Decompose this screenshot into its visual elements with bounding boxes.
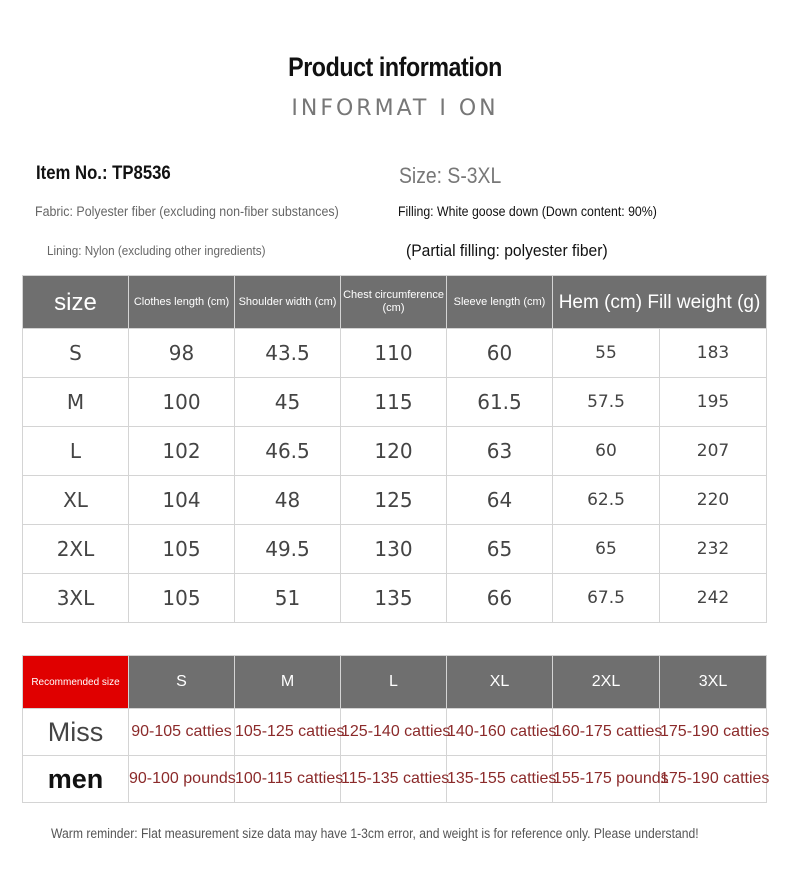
size-chart-table [22,275,767,623]
table-cell: 65 [447,525,553,574]
header-size: size [23,276,129,329]
table-cell: 242 [660,574,767,623]
filling-info: Filling: White goose down (Down content: 90%) [398,203,657,219]
header-sleeve-length: Sleeve length (cm) [447,276,553,329]
table-cell: 207 [660,427,767,476]
table-cell: 61.5 [447,378,553,427]
table-cell: 43.5 [235,329,341,378]
table-cell: 67.5 [553,574,660,623]
table-cell: 64 [447,476,553,525]
header-hem-fill-weight: Hem (cm) Fill weight (g) [553,276,767,329]
table-row [23,476,767,525]
recommended-size-header: M [235,656,341,709]
table-cell: 48 [235,476,341,525]
table-cell: 183 [660,329,767,378]
table-cell: 105 [129,574,235,623]
table-cell: 66 [447,574,553,623]
table-cell: 135 [341,574,447,623]
weight-cell: 175-190 catties [660,756,767,803]
table-cell: 46.5 [235,427,341,476]
table-cell: 60 [447,329,553,378]
weight-cell: 175-190 catties [660,709,767,756]
table-row [23,756,767,803]
size-cell: S [23,329,129,378]
header-shoulder-width: Shoulder width (cm) [235,276,341,329]
category-label: Miss [23,709,129,756]
header-clothes-length: Clothes length (cm) [129,276,235,329]
table-cell: 104 [129,476,235,525]
size-range: Size: S-3XL [399,163,502,188]
warm-reminder: Warm reminder: Flat measurement size data may have 1-3cm error, and weight is for reference only. Please understand! [51,826,699,841]
table-cell: 195 [660,378,767,427]
recommended-size-header: XL [447,656,553,709]
size-chart-header-row [23,276,767,329]
weight-cell: 160-175 catties [553,709,660,756]
header-chest-circumference: Chest circumference (cm) [341,276,447,329]
table-cell: 49.5 [235,525,341,574]
table-cell: 115 [341,378,447,427]
table-cell: 125 [341,476,447,525]
table-cell: 62.5 [553,476,660,525]
category-label: men [23,756,129,803]
weight-cell: 90-105 catties [129,709,235,756]
table-cell: 55 [553,329,660,378]
table-cell: 232 [660,525,767,574]
weight-cell: 155-175 pounds [553,756,660,803]
table-cell: 220 [660,476,767,525]
table-row [23,574,767,623]
table-cell: 65 [553,525,660,574]
size-cell: XL [23,476,129,525]
table-row [23,427,767,476]
recommended-size-header: S [129,656,235,709]
recommended-header-row [23,656,767,709]
item-number: Item No.: TP8536 [36,163,171,184]
weight-cell: 135-155 catties [447,756,553,803]
page-title: Product information [288,52,502,82]
weight-cell: 90-100 pounds [129,756,235,803]
recommended-size-table [22,655,770,803]
lining-info: Lining: Nylon (excluding other ingredients) [47,243,266,258]
table-cell: 57.5 [553,378,660,427]
table-cell: 45 [235,378,341,427]
size-cell: 3XL [23,574,129,623]
table-cell: 98 [129,329,235,378]
table-row [23,709,767,756]
table-cell: 60 [553,427,660,476]
table-cell: 110 [341,329,447,378]
recommended-size-header: 2XL [553,656,660,709]
recommended-size-header: 3XL [660,656,767,709]
size-cell: L [23,427,129,476]
table-cell: 100 [129,378,235,427]
recommended-size-header: L [341,656,447,709]
table-row [23,525,767,574]
partial-filling-info: (Partial filling: polyester fiber) [406,241,608,260]
weight-cell: 115-135 catties [341,756,447,803]
fabric-info: Fabric: Polyester fiber (excluding non-fiber substances) [35,204,339,219]
table-cell: 120 [341,427,447,476]
table-cell: 102 [129,427,235,476]
size-cell: M [23,378,129,427]
table-cell: 130 [341,525,447,574]
table-row [23,378,767,427]
weight-cell: 105-125 catties [235,709,341,756]
recommended-size-label: Recommended size [23,656,129,709]
size-cell: 2XL [23,525,129,574]
table-cell: 105 [129,525,235,574]
weight-cell: 140-160 catties [447,709,553,756]
weight-cell: 100-115 catties [235,756,341,803]
table-cell: 63 [447,427,553,476]
table-row [23,329,767,378]
weight-cell: 125-140 catties [341,709,447,756]
page-subtitle: INFORMAT I ON [291,96,499,121]
table-cell: 51 [235,574,341,623]
